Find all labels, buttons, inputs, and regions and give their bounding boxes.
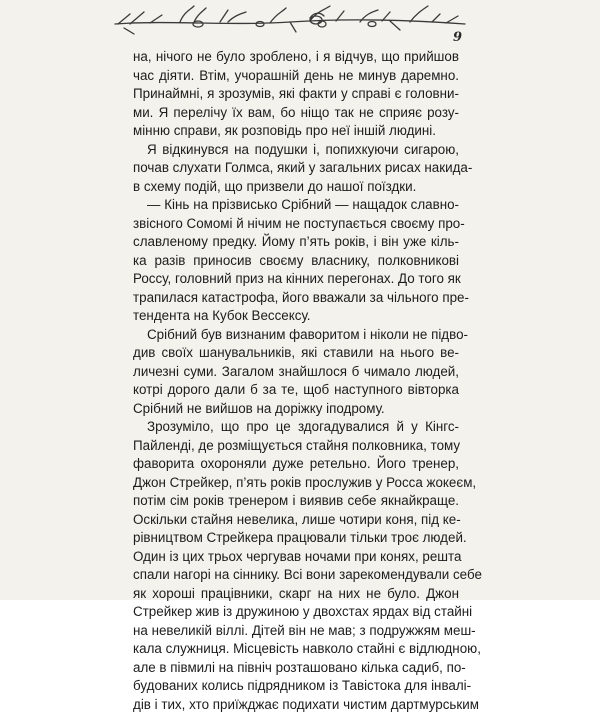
text-line: на невеликій віллі. Дітей він не мав; з подружжям меш- <box>133 622 459 641</box>
body-text <box>133 48 459 714</box>
text-line: Срібний не вийшов на доріжку іподрому. <box>133 400 459 419</box>
text-line: Зрозуміло, що про це здогадувалися й у Кінгс- <box>133 418 459 437</box>
text-line: спали нагорі на сіннику. Всі вони зарекомендували себе <box>133 566 459 585</box>
text-line: Россу, головний приз на кінних перегонах. До того як <box>133 270 459 289</box>
text-line: будованих колись підрядником із Тавістока для інвалі- <box>133 677 459 696</box>
text-line: почав слухати Голмса, який у загальних рисах накида- <box>133 159 459 178</box>
text-line: Один із цих трьох чергував ночами при конях, решта <box>133 548 459 567</box>
text-line: славленому предку. Йому п’ять років, і він уже кіль- <box>133 233 459 252</box>
text-line: рівництвом Стрейкера працювали тільки троє людей. <box>133 529 459 548</box>
text-line: див своїх шанувальників, які ставили на нього ве- <box>133 344 459 363</box>
text-line: Джон Стрейкер, п’ять років прослужив у Росса жокеєм, <box>133 474 459 493</box>
text-line: потім сім років тренером і виявив себе якнайкраще. <box>133 492 459 511</box>
text-line: ка разів приносив своєму власнику, полковникові <box>133 252 459 271</box>
text-line: мінню справи, як розповідь про неї іншій людині. <box>133 122 459 141</box>
text-line: Срібний був визнаним фаворитом і ніколи не підво- <box>133 326 459 345</box>
text-line: Оскільки стайня невелика, лише чотири коня, під ке- <box>133 511 459 530</box>
floral-vine-ornament-icon <box>110 2 470 36</box>
text-line: Пайленді, де розміщується стайня полковника, тому <box>133 437 459 456</box>
text-line: Стрейкер жив із дружиною у двохстах ярдах від стайні <box>133 603 459 622</box>
text-line: кала служниця. Місцевість навколо стайні є відлюдною, <box>133 640 459 659</box>
text-line: час діяти. Втім, учорашній день не минув даремно. <box>133 67 459 86</box>
text-line: фаворита охороняли дуже ретельно. Його тренер, <box>133 455 459 474</box>
text-line: Я відкинувся на подушки і, попихкуючи сигарою, <box>133 141 459 160</box>
text-line: звісного Сомомі й нічим не поступається своєму про- <box>133 215 459 234</box>
text-line: але в півмилі на північ розташовано кілька садиб, по- <box>133 659 459 678</box>
text-line: ми. Я перелічу їх вам, бо ніщо так не сприяє розу- <box>133 104 459 123</box>
text-line: на, нічого не було зроблено, і я відчув, що прийшов <box>133 48 459 67</box>
text-line: дів і тих, хто приїжджає подихати чистим дартмурським <box>133 696 459 714</box>
text-line: Принаймні, я зрозумів, які факти у справі є головни- <box>133 85 459 104</box>
text-line: трапилася катастрофа, його вважали за чільного пре- <box>133 289 459 308</box>
text-line: як хороші працівники, скарг на них не було. Джон <box>133 585 459 604</box>
text-line: тендента на Кубок Вессексу. <box>133 307 459 326</box>
text-line: — Кінь на прізвисько Срібний — нащадок славно- <box>133 196 459 215</box>
text-line: личезні суми. Загалом знайшлося б чимало людей, <box>133 363 459 382</box>
page-number: 9 <box>453 30 462 45</box>
text-line: в схему подій, що призвели до нашої поїздки. <box>133 178 459 197</box>
text-line: котрі дорого дали б за те, щоб наступного вівторка <box>133 381 459 400</box>
